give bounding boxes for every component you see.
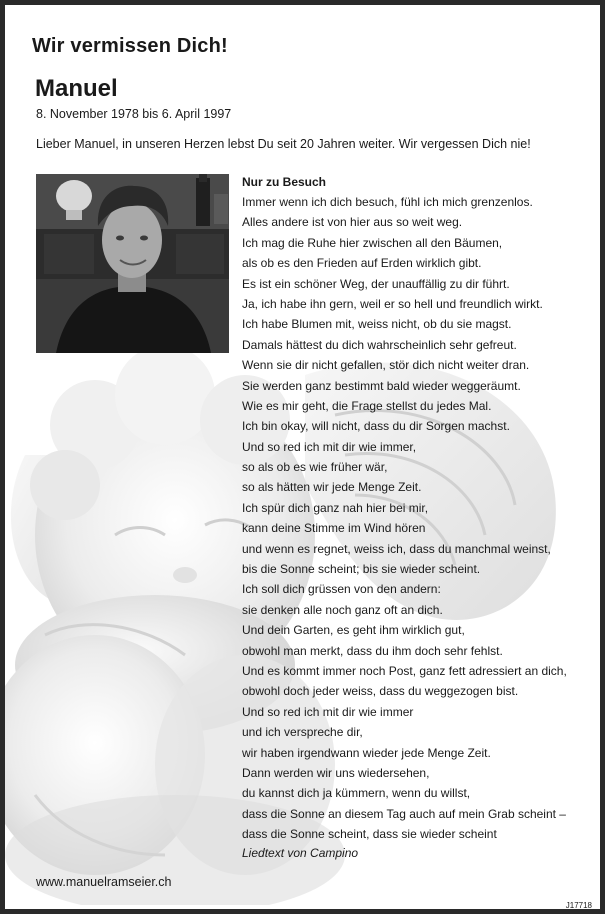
ad-code: J17718 xyxy=(565,901,592,910)
poem-line: und wenn es regnet, weiss ich, dass du manchmal weinst, xyxy=(242,541,551,556)
poem-line: Ich bin okay, will nicht, dass du dir Sorgen machst. xyxy=(242,419,510,434)
poem-line: Ich soll dich grüssen von den andern: xyxy=(242,582,441,597)
poem-line: Wenn sie dir nicht gefallen, stör dich nicht weiter dran. xyxy=(242,358,530,373)
poem-line: du kannst dich ja kümmern, wenn du willst, xyxy=(242,786,471,801)
portrait-photo xyxy=(36,174,229,353)
poem-line: Wie es mir geht, die Frage stellst du jedes Mal. xyxy=(242,398,492,413)
poem-line: obwohl doch jeder weiss, dass du weggezogen bist. xyxy=(242,684,519,699)
life-dates: 8. November 1978 bis 6. April 1997 xyxy=(36,107,232,121)
poem-line: Ja, ich habe ihn gern, weil er so hell und freundlich wirkt. xyxy=(242,296,543,311)
poem-line: Und dein Garten, es geht ihm wirklich gut, xyxy=(242,623,465,638)
lyrics-credit: Liedtext von Campino xyxy=(242,846,359,860)
poem-line: Damals hättest du dich wahrscheinlich sehr gefreut. xyxy=(242,337,517,352)
poem-line: so als hätten wir jede Menge Zeit. xyxy=(242,480,422,495)
headline: Wir vermissen Dich! xyxy=(32,35,228,57)
poem-line: wir haben irgendwann wieder jede Menge Zeit. xyxy=(242,745,491,760)
poem-line: dass die Sonne an diesem Tag auch auf mein Grab scheint – xyxy=(242,806,566,821)
poem-line: so als ob es wie früher wär, xyxy=(242,460,388,475)
poem-line: Und so red ich mit dir wie immer xyxy=(242,704,414,719)
poem xyxy=(242,172,602,845)
poem-line: Ich mag die Ruhe hier zwischen all den Bäumen, xyxy=(242,235,503,250)
poem-line: Und so red ich mit dir wie immer, xyxy=(242,439,417,454)
poem-line: dass die Sonne scheint, dass sie wieder scheint xyxy=(242,827,497,842)
poem-line: kann deine Stimme im Wind hören xyxy=(242,521,426,536)
poem-line: Und es kommt immer noch Post, ganz fett adressiert an dich, xyxy=(242,663,567,678)
poem-line: Ich spür dich ganz nah hier bei mir, xyxy=(242,500,429,515)
poem-line: Es ist ein schöner Weg, der unauffällig zu dir führt. xyxy=(242,276,510,291)
dedication-text: Lieber Manuel, in unseren Herzen lebst Du seit 20 Jahren weiter. Wir vergessen Dich nie! xyxy=(36,137,531,151)
poem-line: und ich verspreche dir, xyxy=(242,725,363,740)
website-link[interactable]: www.manuelramseier.ch xyxy=(36,875,172,889)
portrait-image xyxy=(36,174,229,353)
deceased-name: Manuel xyxy=(35,75,118,102)
poem-line: Dann werden wir uns wiedersehen, xyxy=(242,765,430,780)
poem-line: als ob es den Frieden auf Erden wirklich gibt. xyxy=(242,256,482,271)
poem-line: bis die Sonne scheint; bis sie wieder scheint. xyxy=(242,562,481,577)
poem-title: Nur zu Besuch xyxy=(242,175,327,189)
poem-line: sie denken alle noch ganz oft an dich. xyxy=(242,602,443,617)
poem-line: Alles andere ist von hier aus so weit weg. xyxy=(242,215,463,230)
poem-line: Immer wenn ich dich besuch, fühl ich mich grenzenlos. xyxy=(242,195,533,209)
poem-line: Ich habe Blumen mit, weiss nicht, ob du sie magst. xyxy=(242,317,512,332)
poem-line: obwohl man merkt, dass du ihm doch sehr fehlst. xyxy=(242,643,503,658)
poem-line: Sie werden ganz bestimmt bald wieder weggeräumt. xyxy=(242,378,521,393)
